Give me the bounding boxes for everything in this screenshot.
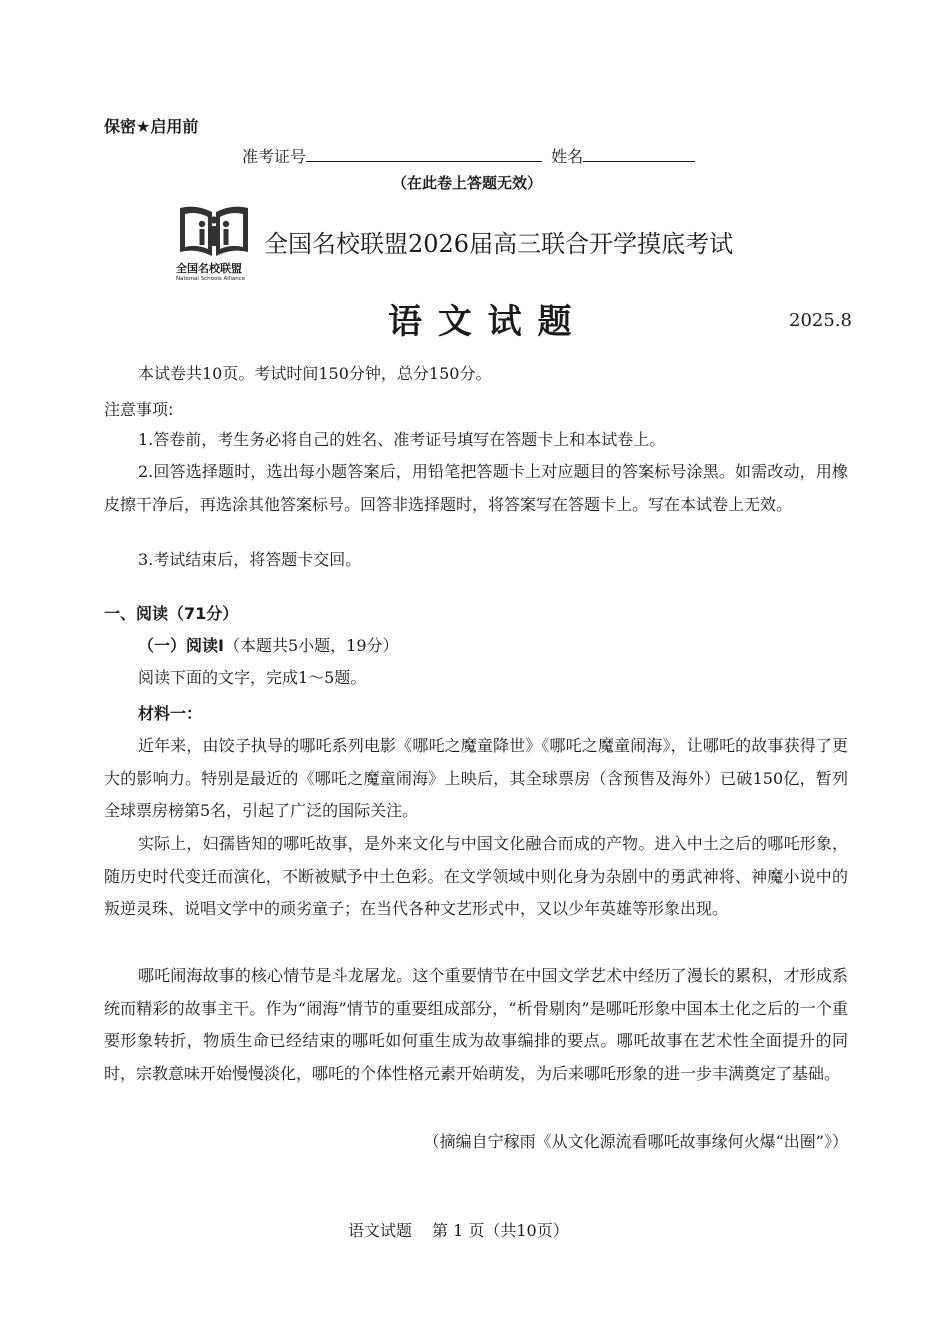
name-label: 姓名 (551, 147, 584, 166)
notes-heading: 注意事项: (104, 400, 174, 419)
note-item: 3.考试结束后，将答题卡交回。 (138, 550, 362, 569)
name-field (583, 147, 695, 162)
book-people-icon (176, 202, 252, 260)
confidential-label: 保密★启用前 (104, 117, 199, 136)
sub-heading-note: （本题共5小题，19分） (223, 636, 399, 655)
instruction: 阅读下面的文字，完成1～5题。 (138, 668, 367, 687)
note-item: 1.答卷前，考生务必将自己的姓名、准考证号填写在答题卡上和本试卷上。 (138, 430, 666, 449)
material-paragraph: 哪吒闹海故事的核心情节是斗龙屠龙。这个重要情节在中国文学艺术中经历了漫长的累积，才形成系统而精彩的故事主干。作为“闹海”情节的重要组成部分，“析骨剔肉”是哪吒形象中国本土化之后的一个重要形象转折，物质生命已经结束的哪吒如何重生成为故事编排的要点。哪吒故事在艺术性全面提升的同时，宗教意味开始慢慢淡化，哪吒的个体性格元素开始萌发，为后来哪吒形象的进一步丰满奠定了基础。 (104, 966, 848, 1083)
note-item: 2.回答选择题时，选出每小题答案后，用铅笔把答题卡上对应题目的答案标号涂黑。如需改动，用橡皮擦干净后，再选涂其他答案标号。回答非选择题时，将答案写在答题卡上。写在本试卷上无效。 (104, 462, 848, 514)
subject-title: 语 文 试 题 (388, 302, 574, 342)
exam-id-row (242, 144, 695, 167)
material-paragraph: 近年来，由饺子执导的哪吒系列电影《哪吒之魔童降世》《哪吒之魔童闹海》，让哪吒的故事获得了更大的影响力。特别是最近的《哪吒之魔童闹海》上映后，其全球票房（含预售及海外）已破150亿，暂列全球票房榜第5名，引起了广泛的国际关注。 (104, 736, 848, 821)
section-heading: 一、阅读（71分） (104, 604, 239, 623)
exam-title: 全国名校联盟2026届高三联合开学摸底考试 (264, 230, 734, 258)
intro-text: 本试卷共10页。考试时间150分钟，总分150分。 (138, 364, 492, 383)
footer-page: 第 1 页（共10页） (432, 1221, 569, 1240)
exam-id-field (306, 147, 542, 162)
source-citation: （摘编自宁稼雨《从文化源流看哪吒故事缘何火爆“出圈”》） (423, 1132, 848, 1151)
footer-subject: 语文试题 (348, 1221, 413, 1240)
footer (348, 1218, 569, 1241)
alliance-logo (176, 202, 252, 286)
exam-id-label: 准考证号 (242, 147, 307, 166)
material-paragraph: 实际上，妇孺皆知的哪吒故事，是外来文化与中国文化融合而成的产物。进入中土之后的哪吒形象，随历史时代变迁而演化，不断被赋予中土色彩。在文学领域中则化身为杂剧中的勇武神将、神魔小说中的叛逆灵珠、说唱文学中的顽劣童子；在当代各种文艺形式中，又以少年英雄等形象出现。 (104, 834, 848, 919)
material-label: 材料一： (138, 704, 203, 723)
sub-heading (138, 634, 399, 658)
exam-date: 2025.8 (789, 310, 852, 331)
logo-name-en: National Schools Alliance (176, 276, 246, 282)
logo-name-cn: 全国名校联盟 (176, 262, 242, 275)
sub-heading-title: （一）阅读Ⅰ (138, 636, 224, 655)
invalid-note: （在此卷上答题无效） (392, 174, 543, 192)
